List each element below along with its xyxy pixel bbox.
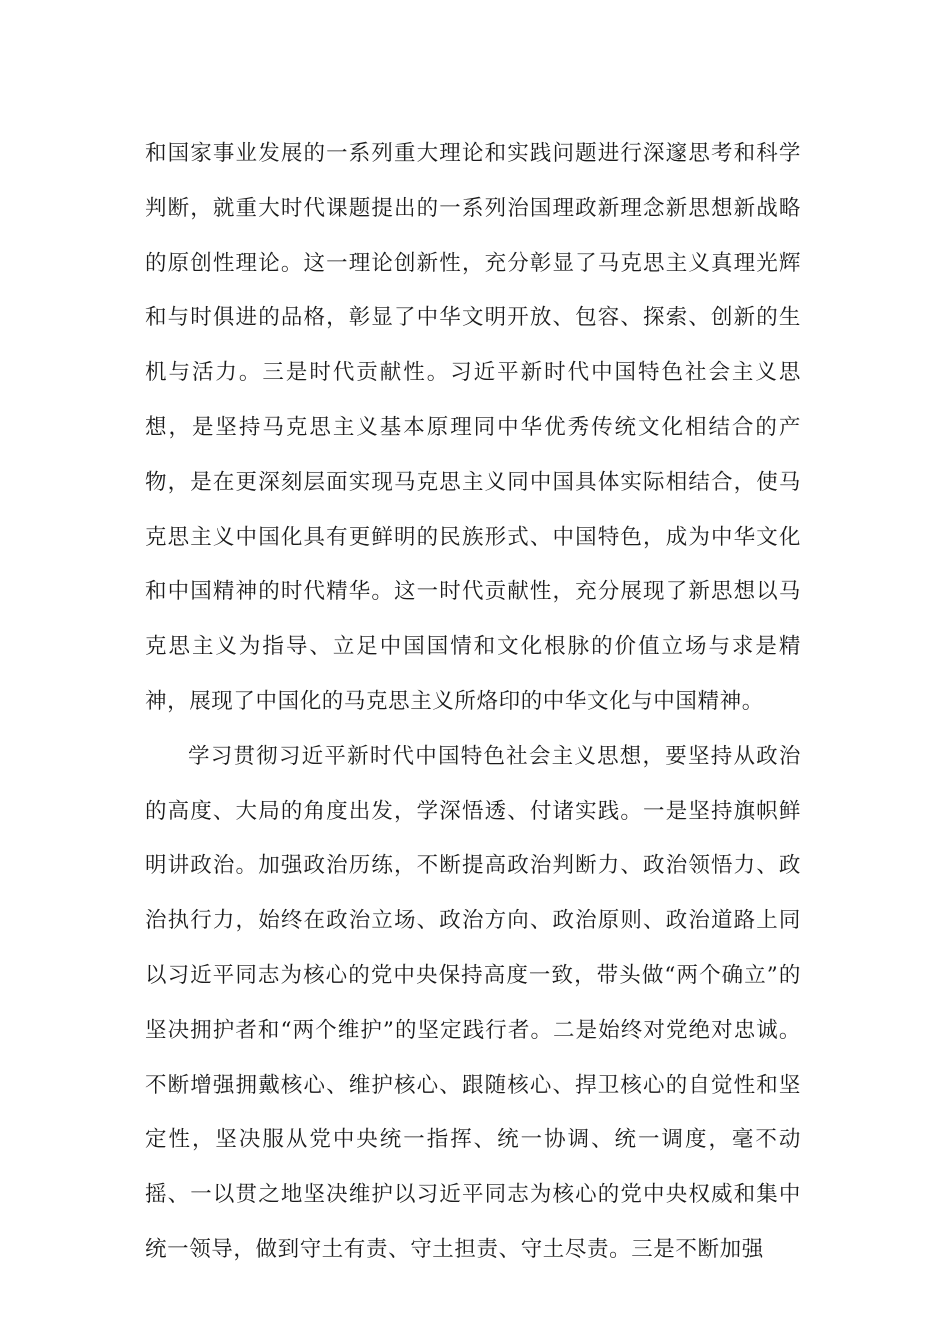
paragraph-1: 和国家事业发展的一系列重大理论和实践问题进行深邃思考和科学判断，就重大时代课题提出的一系列治国理政新理念新思想新战略的原创性理论。这一理论创新性，充分彰显了马克思主义真理光辉和与时俱进的品格，彰显了中华文明开放、包容、探索、创新的生机与活力。三是时代贡献性。习近平新时代中国特色社会主义思想，是坚持马克思主义基本原理同中华优秀传统文化相结合的产物，是在更深刻层面实现马克思主义同中国具体实际相结合，使马克思主义中国化具有更鲜明的民族形式、中国特色，成为中华文化和中国精神的时代精华。这一时代贡献性，充分展现了新思想以马克思主义为指导、立足中国国情和文化根脉的价值立场与求是精神，展现了中国化的马克思主义所烙印的中华文化与中国精神。	[145, 141, 801, 714]
paragraph-2: 学习贯彻习近平新时代中国特色社会主义思想，要坚持从政治的高度、大局的角度出发，学深悟透、付诸实践。一是坚持旗帜鲜明讲政治。加强政治历练，不断提高政治判断力、政治领悟力、政治执行力，始终在政治立场、政治方向、政治原则、政治道路上同以习近平同志为核心的党中央保持高度一致，带头做“两个确立”的坚决拥护者和“两个维护”的坚定践行者。二是始终对党绝对忠诚。不断增强拥戴核心、维护核心、跟随核心、捍卫核心的自觉性和坚定性，坚决服从党中央统一指挥、统一协调、统一调度，毫不动摇、一以贯之地坚决维护以习近平同志为核心的党中央权威和集中统一领导，做到守土有责、守土担责、守土尽责。三是不断加强	[145, 743, 801, 1262]
document-body	[145, 127, 801, 1278]
